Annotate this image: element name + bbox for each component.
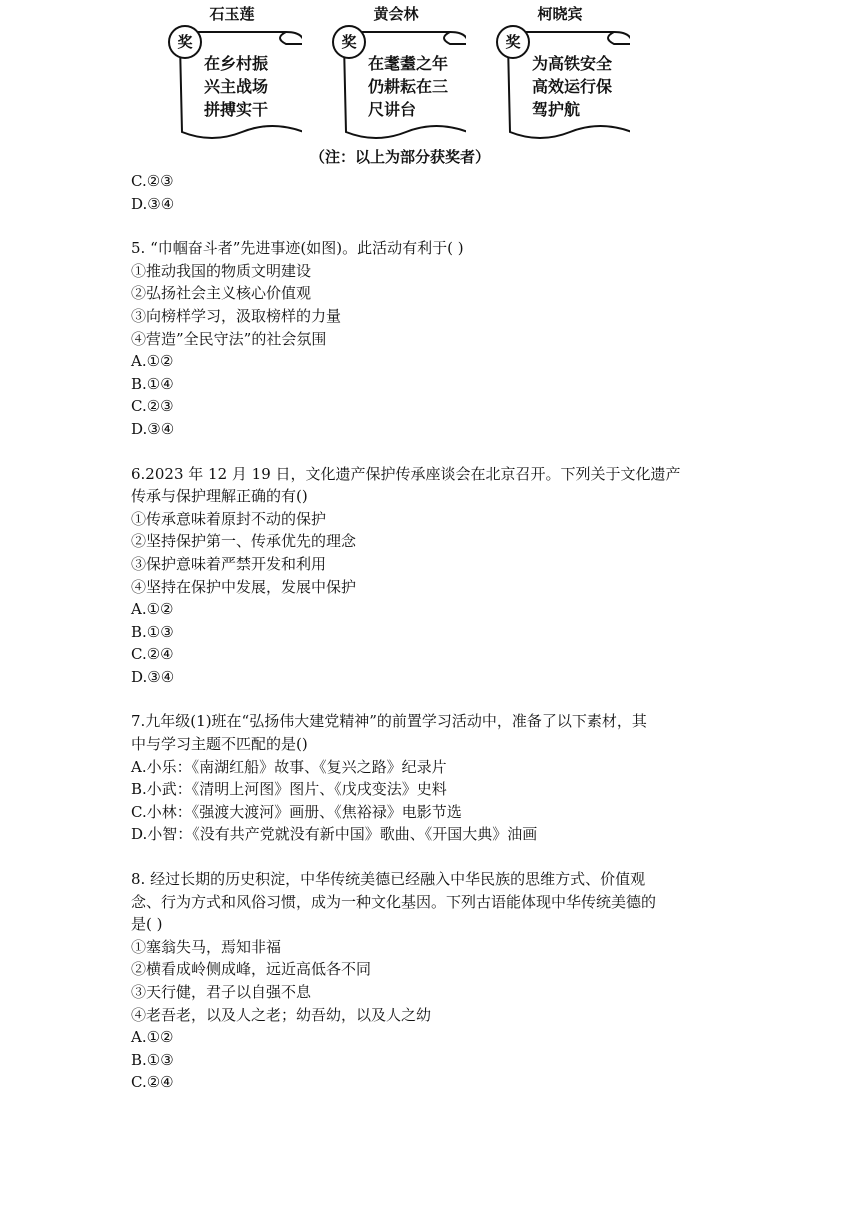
figure-caption: （注：以上为部分获奖者） [310, 148, 491, 166]
question-6-option-a: A.①② [131, 600, 174, 619]
question-5-item: ①推动我国的物质文明建设 [131, 261, 312, 280]
question-8-item: ①塞翁失马，焉知非福 [131, 937, 282, 956]
question-7-option-c: C.小林：《强渡大渡河》画册、《焦裕禄》电影节选 [131, 802, 462, 821]
awardee-name: 柯晓宾 [537, 5, 583, 23]
question-6-item: ③保护意味着严禁开发和利用 [131, 554, 327, 573]
question-5-item: ③向榜样学习，汲取榜样的力量 [131, 306, 342, 325]
prev-option-c: C.②③ [131, 172, 174, 190]
question-6-stem-cont: 传承与保护理解正确的有() [131, 487, 308, 506]
award-badge-icon: 奖 [496, 25, 530, 59]
question-6-option-b: B.①③ [131, 622, 174, 641]
award-card-1 [162, 0, 302, 142]
question-6-item: ④坚持在保护中发展，发展中保护 [131, 577, 357, 596]
award-description: 为高铁安全 高效运行保 驾护航 [532, 54, 613, 119]
question-8-option-a: A.①② [131, 1028, 174, 1047]
prev-option-d: D.③④ [131, 194, 175, 213]
question-8-stem: 8. 经过长期的历史积淀，中华传统美德已经融入中华民族的思维方式、价值观 [131, 870, 646, 889]
question-8-option-c: C.②④ [131, 1073, 174, 1092]
question-7-stem: 7.九年级(1)班在“弘扬伟大建党精神”的前置学习活动中，准备了以下素材，其 [131, 712, 647, 731]
question-8-stem-cont: 念、行为方式和风俗习惯，成为一种文化基因。下列古语能体现中华传统美德的 [131, 892, 657, 911]
question-6-option-c: C.②④ [131, 645, 174, 664]
question-5-option-a: A.①② [131, 352, 174, 371]
question-8-option-b: B.①③ [131, 1050, 174, 1069]
question-7-option-d: D.小智：《没有共产党就没有新中国》歌曲、《开国大典》油画 [131, 825, 538, 844]
question-5-item: ②弘扬社会主义核心价值观 [131, 284, 312, 303]
question-7-option-a: A.小乐：《南湖红船》故事、《复兴之路》纪录片 [131, 757, 447, 776]
question-8-item: ②横看成岭侧成峰，远近高低各不同 [131, 960, 372, 979]
question-8-stem-cont: 是( ) [131, 915, 163, 934]
question-8-item: ③天行健，君子以自强不息 [131, 983, 312, 1001]
question-5-option-c: C.②③ [131, 397, 174, 416]
question-7-stem-cont: 中与学习主题不匹配的是() [131, 735, 308, 754]
question-5-option-b: B.①④ [131, 374, 174, 393]
award-badge-icon: 奖 [168, 25, 202, 59]
question-6-stem: 6.2023 年 12 月 19 日，文化遗产保护传承座谈会在北京召开。下列关于文化遗产 [131, 464, 681, 483]
question-5-item: ④营造”全民守法”的社会氛围 [131, 329, 327, 348]
award-card-3 [490, 0, 630, 142]
question-list [131, 170, 741, 1094]
question-6-item: ②坚持保护第一、传承优先的理念 [131, 532, 357, 551]
awardee-name: 石玉莲 [209, 5, 255, 23]
question-8-item: ④老吾老，以及人之老；幼吾幼，以及人之幼 [131, 1005, 432, 1024]
question-5-stem: 5. “巾帼奋斗者”先进事迹(如图)。此活动有利于( ) [131, 239, 464, 258]
award-description: 在乡村振 兴主战场 拼搏实干 [204, 54, 269, 119]
question-5-option-d: D.③④ [131, 419, 175, 438]
award-badge-icon: 奖 [332, 25, 366, 59]
question-6-item: ①传承意味着原封不动的保护 [131, 509, 327, 528]
question-6-option-d: D.③④ [131, 667, 175, 686]
award-card-2 [326, 0, 466, 142]
award-description: 在耄耋之年 仍耕耘在三 尺讲台 [368, 54, 449, 119]
award-figure [160, 0, 640, 170]
awardee-name: 黄会林 [373, 5, 419, 23]
question-7-option-b: B.小武：《清明上河图》图片、《戊戌变法》史料 [131, 780, 447, 799]
